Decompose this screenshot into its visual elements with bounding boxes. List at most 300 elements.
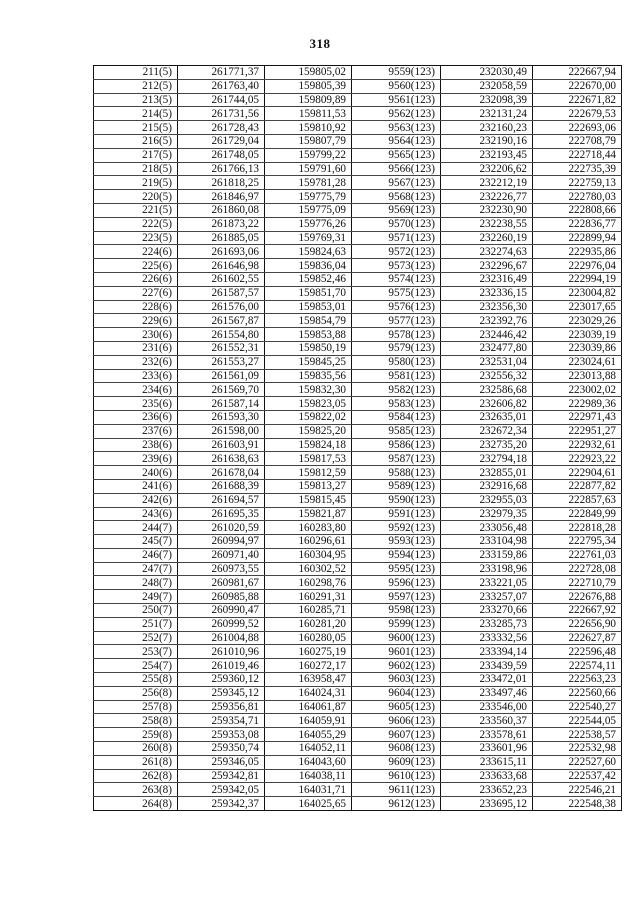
- y-coord-cell: 160283,80: [265, 521, 352, 535]
- x-coord-cell: 232446,42: [441, 328, 533, 342]
- x-coord-cell: 260994,97: [178, 535, 265, 549]
- x-coord-cell: 233104,98: [441, 535, 533, 549]
- y-coord-cell: 222904,61: [533, 466, 622, 480]
- point-id-cell: 238(6): [94, 438, 178, 452]
- y-coord-cell: 159835,56: [265, 369, 352, 383]
- y-coord-cell: 159851,70: [265, 286, 352, 300]
- y-coord-cell: 159853,88: [265, 328, 352, 342]
- point-id-cell: 9594(123): [352, 548, 441, 562]
- y-coord-cell: 223039,86: [533, 341, 622, 355]
- y-coord-cell: 222627,87: [533, 631, 622, 645]
- y-coord-cell: 159824,18: [265, 438, 352, 452]
- y-coord-cell: 159825,20: [265, 424, 352, 438]
- point-id-cell: 221(5): [94, 203, 178, 217]
- point-id-cell: 9562(123): [352, 107, 441, 121]
- y-coord-cell: 164024,31: [265, 686, 352, 700]
- x-coord-cell: 259353,08: [178, 728, 265, 742]
- x-coord-cell: 261554,80: [178, 328, 265, 342]
- y-coord-cell: 222971,43: [533, 410, 622, 424]
- x-coord-cell: 232735,20: [441, 438, 533, 452]
- table-row: [94, 659, 622, 673]
- x-coord-cell: 259342,37: [178, 797, 265, 811]
- x-coord-cell: 232672,34: [441, 424, 533, 438]
- x-coord-cell: 259342,81: [178, 769, 265, 783]
- point-id-cell: 9585(123): [352, 424, 441, 438]
- table-row: [94, 369, 622, 383]
- y-coord-cell: 159799,22: [265, 148, 352, 162]
- y-coord-cell: 222795,34: [533, 535, 622, 549]
- table-row: [94, 714, 622, 728]
- table-row: [94, 479, 622, 493]
- table-row: [94, 107, 622, 121]
- y-coord-cell: 160272,17: [265, 659, 352, 673]
- y-coord-cell: 160302,52: [265, 562, 352, 576]
- y-coord-cell: 222679,53: [533, 107, 622, 121]
- y-coord-cell: 222989,36: [533, 397, 622, 411]
- table-row: [94, 162, 622, 176]
- table-row: [94, 424, 622, 438]
- point-id-cell: 9603(123): [352, 673, 441, 687]
- x-coord-cell: 261744,05: [178, 93, 265, 107]
- point-id-cell: 9595(123): [352, 562, 441, 576]
- x-coord-cell: 232098,39: [441, 93, 533, 107]
- point-id-cell: 9567(123): [352, 176, 441, 190]
- point-id-cell: 261(8): [94, 755, 178, 769]
- point-id-cell: 241(6): [94, 479, 178, 493]
- x-coord-cell: 261771,37: [178, 66, 265, 80]
- x-coord-cell: 232230,90: [441, 203, 533, 217]
- point-id-cell: 216(5): [94, 134, 178, 148]
- point-id-cell: 263(8): [94, 783, 178, 797]
- y-coord-cell: 159776,26: [265, 217, 352, 231]
- y-coord-cell: 222899,94: [533, 231, 622, 245]
- point-id-cell: 220(5): [94, 190, 178, 204]
- x-coord-cell: 261602,55: [178, 272, 265, 286]
- page-number: 318: [309, 36, 331, 51]
- x-coord-cell: 260990,47: [178, 604, 265, 618]
- y-coord-cell: 222735,39: [533, 162, 622, 176]
- table-row: [94, 245, 622, 259]
- x-coord-cell: 233198,96: [441, 562, 533, 576]
- x-coord-cell: 232794,18: [441, 452, 533, 466]
- y-coord-cell: 160304,95: [265, 548, 352, 562]
- y-coord-cell: 159832,30: [265, 383, 352, 397]
- x-coord-cell: 260999,52: [178, 617, 265, 631]
- y-coord-cell: 164031,71: [265, 783, 352, 797]
- y-coord-cell: 160280,05: [265, 631, 352, 645]
- y-coord-cell: 164059,91: [265, 714, 352, 728]
- x-coord-cell: 232131,24: [441, 107, 533, 121]
- y-coord-cell: 159850,19: [265, 341, 352, 355]
- table-row: [94, 300, 622, 314]
- x-coord-cell: 232556,32: [441, 369, 533, 383]
- x-coord-cell: 261576,00: [178, 300, 265, 314]
- y-coord-cell: 222710,79: [533, 576, 622, 590]
- table-row: [94, 286, 622, 300]
- y-coord-cell: 222527,60: [533, 755, 622, 769]
- point-id-cell: 231(6): [94, 341, 178, 355]
- y-coord-cell: 222923,22: [533, 452, 622, 466]
- point-id-cell: 219(5): [94, 176, 178, 190]
- x-coord-cell: 232392,76: [441, 314, 533, 328]
- point-id-cell: 233(6): [94, 369, 178, 383]
- y-coord-cell: 223039,19: [533, 328, 622, 342]
- table-row: [94, 521, 622, 535]
- x-coord-cell: 261694,57: [178, 493, 265, 507]
- y-coord-cell: 160296,61: [265, 535, 352, 549]
- y-coord-cell: 222548,38: [533, 797, 622, 811]
- x-coord-cell: 232955,03: [441, 493, 533, 507]
- y-coord-cell: 159853,01: [265, 300, 352, 314]
- point-id-cell: 211(5): [94, 66, 178, 80]
- y-coord-cell: 163958,47: [265, 673, 352, 687]
- x-coord-cell: 261593,30: [178, 410, 265, 424]
- point-id-cell: 232(6): [94, 355, 178, 369]
- x-coord-cell: 260973,55: [178, 562, 265, 576]
- table-row: [94, 231, 622, 245]
- y-coord-cell: 222877,82: [533, 479, 622, 493]
- point-id-cell: 9568(123): [352, 190, 441, 204]
- point-id-cell: 227(6): [94, 286, 178, 300]
- y-coord-cell: 222538,57: [533, 728, 622, 742]
- table-row: [94, 590, 622, 604]
- y-coord-cell: 222656,90: [533, 617, 622, 631]
- point-id-cell: 254(7): [94, 659, 178, 673]
- point-id-cell: 243(6): [94, 507, 178, 521]
- table-row: [94, 617, 622, 631]
- table-row: [94, 452, 622, 466]
- y-coord-cell: 159811,53: [265, 107, 352, 121]
- table-row: [94, 314, 622, 328]
- point-id-cell: 9560(123): [352, 79, 441, 93]
- table-row: [94, 728, 622, 742]
- point-id-cell: 9561(123): [352, 93, 441, 107]
- y-coord-cell: 222693,06: [533, 121, 622, 135]
- point-id-cell: 234(6): [94, 383, 178, 397]
- point-id-cell: 225(6): [94, 259, 178, 273]
- x-coord-cell: 261019,46: [178, 659, 265, 673]
- point-id-cell: 262(8): [94, 769, 178, 783]
- point-id-cell: 245(7): [94, 535, 178, 549]
- y-coord-cell: 164038,11: [265, 769, 352, 783]
- x-coord-cell: 261561,09: [178, 369, 265, 383]
- table-row: [94, 121, 622, 135]
- point-id-cell: 9572(123): [352, 245, 441, 259]
- y-coord-cell: 159809,89: [265, 93, 352, 107]
- y-coord-cell: 159845,25: [265, 355, 352, 369]
- x-coord-cell: 233633,68: [441, 769, 533, 783]
- table-row: [94, 272, 622, 286]
- point-id-cell: 236(6): [94, 410, 178, 424]
- point-id-cell: 9583(123): [352, 397, 441, 411]
- table-row: [94, 783, 622, 797]
- table-row: [94, 686, 622, 700]
- point-id-cell: 9565(123): [352, 148, 441, 162]
- point-id-cell: 9608(123): [352, 742, 441, 756]
- x-coord-cell: 261860,08: [178, 203, 265, 217]
- x-coord-cell: 259360,12: [178, 673, 265, 687]
- point-id-cell: 250(7): [94, 604, 178, 618]
- y-coord-cell: 222857,63: [533, 493, 622, 507]
- y-coord-cell: 223004,82: [533, 286, 622, 300]
- point-id-cell: 249(7): [94, 590, 178, 604]
- x-coord-cell: 232193,45: [441, 148, 533, 162]
- point-id-cell: 9588(123): [352, 466, 441, 480]
- y-coord-cell: 164025,65: [265, 797, 352, 811]
- point-id-cell: 9592(123): [352, 521, 441, 535]
- y-coord-cell: 159781,28: [265, 176, 352, 190]
- x-coord-cell: 261646,98: [178, 259, 265, 273]
- x-coord-cell: 261729,04: [178, 134, 265, 148]
- y-coord-cell: 164043,60: [265, 755, 352, 769]
- y-coord-cell: 222849,99: [533, 507, 622, 521]
- x-coord-cell: 261004,88: [178, 631, 265, 645]
- point-id-cell: 9584(123): [352, 410, 441, 424]
- y-coord-cell: 164061,87: [265, 700, 352, 714]
- table-row: [94, 79, 622, 93]
- x-coord-cell: 261587,57: [178, 286, 265, 300]
- point-id-cell: 255(8): [94, 673, 178, 687]
- x-coord-cell: 232160,23: [441, 121, 533, 135]
- x-coord-cell: 260971,40: [178, 548, 265, 562]
- x-coord-cell: 233615,11: [441, 755, 533, 769]
- table-row: [94, 259, 622, 273]
- table-row: [94, 328, 622, 342]
- y-coord-cell: 222808,66: [533, 203, 622, 217]
- y-coord-cell: 159775,79: [265, 190, 352, 204]
- point-id-cell: 260(8): [94, 742, 178, 756]
- point-id-cell: 235(6): [94, 397, 178, 411]
- x-coord-cell: 232356,30: [441, 300, 533, 314]
- x-coord-cell: 261818,25: [178, 176, 265, 190]
- y-coord-cell: 159815,45: [265, 493, 352, 507]
- x-coord-cell: 261731,56: [178, 107, 265, 121]
- point-id-cell: 9602(123): [352, 659, 441, 673]
- x-coord-cell: 261598,00: [178, 424, 265, 438]
- point-id-cell: 9571(123): [352, 231, 441, 245]
- x-coord-cell: 260985,88: [178, 590, 265, 604]
- x-coord-cell: 233221,05: [441, 576, 533, 590]
- x-coord-cell: 232260,19: [441, 231, 533, 245]
- x-coord-cell: 232606,82: [441, 397, 533, 411]
- x-coord-cell: 261693,06: [178, 245, 265, 259]
- x-coord-cell: 261010,96: [178, 645, 265, 659]
- x-coord-cell: 233159,86: [441, 548, 533, 562]
- table-row: [94, 410, 622, 424]
- y-coord-cell: 159775,09: [265, 203, 352, 217]
- y-coord-cell: 159836,04: [265, 259, 352, 273]
- x-coord-cell: 259350,74: [178, 742, 265, 756]
- x-coord-cell: 259346,05: [178, 755, 265, 769]
- x-coord-cell: 233695,12: [441, 797, 533, 811]
- y-coord-cell: 159822,02: [265, 410, 352, 424]
- point-id-cell: 256(8): [94, 686, 178, 700]
- x-coord-cell: 259354,71: [178, 714, 265, 728]
- y-coord-cell: 222537,42: [533, 769, 622, 783]
- y-coord-cell: 222728,08: [533, 562, 622, 576]
- table-row: [94, 645, 622, 659]
- point-id-cell: 239(6): [94, 452, 178, 466]
- x-coord-cell: 233652,23: [441, 783, 533, 797]
- point-id-cell: 212(5): [94, 79, 178, 93]
- point-id-cell: 9590(123): [352, 493, 441, 507]
- x-coord-cell: 261020,59: [178, 521, 265, 535]
- table-row: [94, 755, 622, 769]
- x-coord-cell: 233578,61: [441, 728, 533, 742]
- point-id-cell: 253(7): [94, 645, 178, 659]
- x-coord-cell: 261766,13: [178, 162, 265, 176]
- x-coord-cell: 232206,62: [441, 162, 533, 176]
- y-coord-cell: 222540,27: [533, 700, 622, 714]
- point-id-cell: 9559(123): [352, 66, 441, 80]
- y-coord-cell: 159813,27: [265, 479, 352, 493]
- x-coord-cell: 233270,66: [441, 604, 533, 618]
- point-id-cell: 9564(123): [352, 134, 441, 148]
- table-row: [94, 548, 622, 562]
- y-coord-cell: 160281,20: [265, 617, 352, 631]
- y-coord-cell: 222667,94: [533, 66, 622, 80]
- point-id-cell: 9580(123): [352, 355, 441, 369]
- y-coord-cell: 222563,23: [533, 673, 622, 687]
- table-row: [94, 535, 622, 549]
- y-coord-cell: 159769,31: [265, 231, 352, 245]
- point-id-cell: 9612(123): [352, 797, 441, 811]
- point-id-cell: 226(6): [94, 272, 178, 286]
- y-coord-cell: 222818,28: [533, 521, 622, 535]
- point-id-cell: 9570(123): [352, 217, 441, 231]
- x-coord-cell: 232030,49: [441, 66, 533, 80]
- x-coord-cell: 259345,12: [178, 686, 265, 700]
- table-row: [94, 742, 622, 756]
- x-coord-cell: 259356,81: [178, 700, 265, 714]
- y-coord-cell: 222670,00: [533, 79, 622, 93]
- x-coord-cell: 233394,14: [441, 645, 533, 659]
- y-coord-cell: 159807,79: [265, 134, 352, 148]
- point-id-cell: 218(5): [94, 162, 178, 176]
- y-coord-cell: 222976,04: [533, 259, 622, 273]
- point-id-cell: 9563(123): [352, 121, 441, 135]
- coordinates-table: [93, 65, 622, 811]
- x-coord-cell: 232274,63: [441, 245, 533, 259]
- x-coord-cell: 232635,01: [441, 410, 533, 424]
- point-id-cell: 242(6): [94, 493, 178, 507]
- y-coord-cell: 159823,05: [265, 397, 352, 411]
- point-id-cell: 257(8): [94, 700, 178, 714]
- x-coord-cell: 261695,35: [178, 507, 265, 521]
- point-id-cell: 9591(123): [352, 507, 441, 521]
- point-id-cell: 240(6): [94, 466, 178, 480]
- y-coord-cell: 223029,26: [533, 314, 622, 328]
- point-id-cell: 9573(123): [352, 259, 441, 273]
- x-coord-cell: 261846,97: [178, 190, 265, 204]
- table-row: [94, 562, 622, 576]
- point-id-cell: 9578(123): [352, 328, 441, 342]
- x-coord-cell: 259342,05: [178, 783, 265, 797]
- x-coord-cell: 233560,37: [441, 714, 533, 728]
- point-id-cell: 9586(123): [352, 438, 441, 452]
- x-coord-cell: 232238,55: [441, 217, 533, 231]
- table-row: [94, 190, 622, 204]
- y-coord-cell: 160285,71: [265, 604, 352, 618]
- x-coord-cell: 261603,91: [178, 438, 265, 452]
- point-id-cell: 230(6): [94, 328, 178, 342]
- x-coord-cell: 261587,14: [178, 397, 265, 411]
- x-coord-cell: 232586,68: [441, 383, 533, 397]
- table-row: [94, 576, 622, 590]
- x-coord-cell: 232916,68: [441, 479, 533, 493]
- x-coord-cell: 261748,05: [178, 148, 265, 162]
- table-row: [94, 700, 622, 714]
- x-coord-cell: 233439,59: [441, 659, 533, 673]
- y-coord-cell: 222718,44: [533, 148, 622, 162]
- y-coord-cell: 222544,05: [533, 714, 622, 728]
- y-coord-cell: 222667,92: [533, 604, 622, 618]
- table-row: [94, 176, 622, 190]
- x-coord-cell: 261873,22: [178, 217, 265, 231]
- x-coord-cell: 233285,73: [441, 617, 533, 631]
- x-coord-cell: 261728,43: [178, 121, 265, 135]
- table-row: [94, 438, 622, 452]
- point-id-cell: 264(8): [94, 797, 178, 811]
- y-coord-cell: 159810,92: [265, 121, 352, 135]
- point-id-cell: 247(7): [94, 562, 178, 576]
- x-coord-cell: 232212,19: [441, 176, 533, 190]
- y-coord-cell: 222994,19: [533, 272, 622, 286]
- point-id-cell: 9569(123): [352, 203, 441, 217]
- y-coord-cell: 159812,59: [265, 466, 352, 480]
- x-coord-cell: 233601,96: [441, 742, 533, 756]
- point-id-cell: 9596(123): [352, 576, 441, 590]
- y-coord-cell: 223024,61: [533, 355, 622, 369]
- point-id-cell: 9574(123): [352, 272, 441, 286]
- table-row: [94, 203, 622, 217]
- x-coord-cell: 261885,05: [178, 231, 265, 245]
- point-id-cell: 246(7): [94, 548, 178, 562]
- point-id-cell: 9579(123): [352, 341, 441, 355]
- x-coord-cell: 233056,48: [441, 521, 533, 535]
- point-id-cell: 9599(123): [352, 617, 441, 631]
- y-coord-cell: 159852,46: [265, 272, 352, 286]
- x-coord-cell: 261552,31: [178, 341, 265, 355]
- point-id-cell: 251(7): [94, 617, 178, 631]
- x-coord-cell: 260981,67: [178, 576, 265, 590]
- point-id-cell: 9576(123): [352, 300, 441, 314]
- x-coord-cell: 232477,80: [441, 341, 533, 355]
- table-row: [94, 134, 622, 148]
- x-coord-cell: 232058,59: [441, 79, 533, 93]
- y-coord-cell: 222836,77: [533, 217, 622, 231]
- x-coord-cell: 232855,01: [441, 466, 533, 480]
- point-id-cell: 252(7): [94, 631, 178, 645]
- y-coord-cell: 164052,11: [265, 742, 352, 756]
- table-row: [94, 604, 622, 618]
- table-row: [94, 66, 622, 80]
- point-id-cell: 258(8): [94, 714, 178, 728]
- point-id-cell: 214(5): [94, 107, 178, 121]
- table-row: [94, 383, 622, 397]
- y-coord-cell: 223013,88: [533, 369, 622, 383]
- point-id-cell: 9587(123): [352, 452, 441, 466]
- table-row: [94, 769, 622, 783]
- y-coord-cell: 159821,87: [265, 507, 352, 521]
- x-coord-cell: 232531,04: [441, 355, 533, 369]
- point-id-cell: 222(5): [94, 217, 178, 231]
- x-coord-cell: 233497,46: [441, 686, 533, 700]
- y-coord-cell: 222546,21: [533, 783, 622, 797]
- point-id-cell: 9609(123): [352, 755, 441, 769]
- y-coord-cell: 159791,60: [265, 162, 352, 176]
- x-coord-cell: 261569,70: [178, 383, 265, 397]
